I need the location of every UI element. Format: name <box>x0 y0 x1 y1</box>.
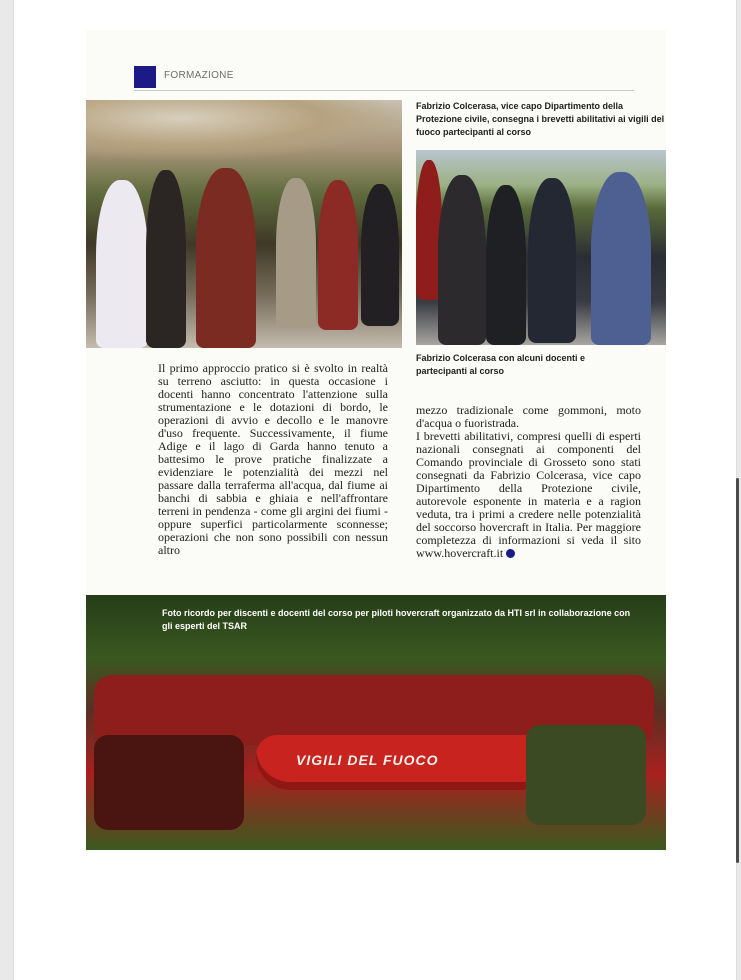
end-bullet-icon <box>506 549 515 558</box>
body-column-right <box>416 404 641 560</box>
body-paragraph: mezzo tradizionale come gommoni, moto d'acqua o fuoristrada. <box>416 403 641 430</box>
section-marker <box>134 66 156 88</box>
section-header <box>134 66 634 88</box>
photo-figure <box>96 180 148 348</box>
photo-group-front-left <box>94 735 244 830</box>
scrollbar[interactable] <box>736 478 739 863</box>
photo-group <box>86 595 666 850</box>
section-label: FORMAZIONE <box>164 70 234 81</box>
photo-figure <box>528 178 576 343</box>
photo-straw-roof <box>86 100 402 160</box>
photo-figure <box>591 172 651 345</box>
photo-figure <box>361 184 399 326</box>
photo-group-front-right <box>526 725 646 825</box>
photo-figure <box>146 170 186 348</box>
caption-top-right: Fabrizio Colcerasa, vice capo Dipartimento della Protezione civile, consegna i brevetti abilitativi ai vigili del fuoco partecipanti al corso <box>416 101 665 137</box>
header-rule <box>134 90 634 91</box>
photo-figure <box>196 168 256 348</box>
body-paragraph: Il primo approccio pratico si è svolto in realtà su terreno asciutto: in questa occasione i docenti hanno concentrato l'attenzione sulla strumentazione e le dotazioni di bordo, le operazioni di avvio e decollo e le manovre d'uso frequente. Successivamente, il fiume Adige e il lago di Garda hanno tenuto a battesimo le prove pratiche finalizzate a evidenziare le potenzialità dei mezzi nel passare dalla terraferma all'acqua, dal fiume ai banchi di sabbia e ghiaia e nell'affrontare terreni in pendenza - come gli argini dei fiumi - oppure superfici particolarmente sconnesse; operazioni che non sono possibili con nessun altro <box>158 361 388 557</box>
photo-handshake <box>416 150 666 345</box>
caption-middle-right: Fabrizio Colcerasa con alcuni docenti e partecipanti al corso <box>416 353 586 376</box>
photo-figure <box>318 180 358 330</box>
photo-ceremony <box>86 100 402 348</box>
photo-figure <box>486 185 526 345</box>
hovercraft-lettering: VIGILI DEL FUOCO <box>296 752 439 768</box>
caption-bottom-photo: Foto ricordo per discenti e docenti del corso per piloti hovercraft organizzato da HTI srl in collaborazione con gli esperti del TSAR <box>162 608 631 631</box>
magazine-page <box>86 30 666 850</box>
photo-figure <box>276 178 316 328</box>
photo-figure <box>438 175 486 345</box>
body-column-left <box>158 362 388 557</box>
body-paragraph: I brevetti abilitativi, compresi quelli di esperti nazionali consegnati ai componenti del Comando provinciale di Grosseto sono stati consegnati da Fabrizio Colcerasa, vice capo Dipartimento della Protezione civile, autorevole esponente in materia e a ragion veduta, tra i primi a credere nelle potenzialità del soccorso hovercraft in Italia. Per maggiore completezza di informazioni si veda il sito www.hovercraft.it <box>416 429 641 560</box>
